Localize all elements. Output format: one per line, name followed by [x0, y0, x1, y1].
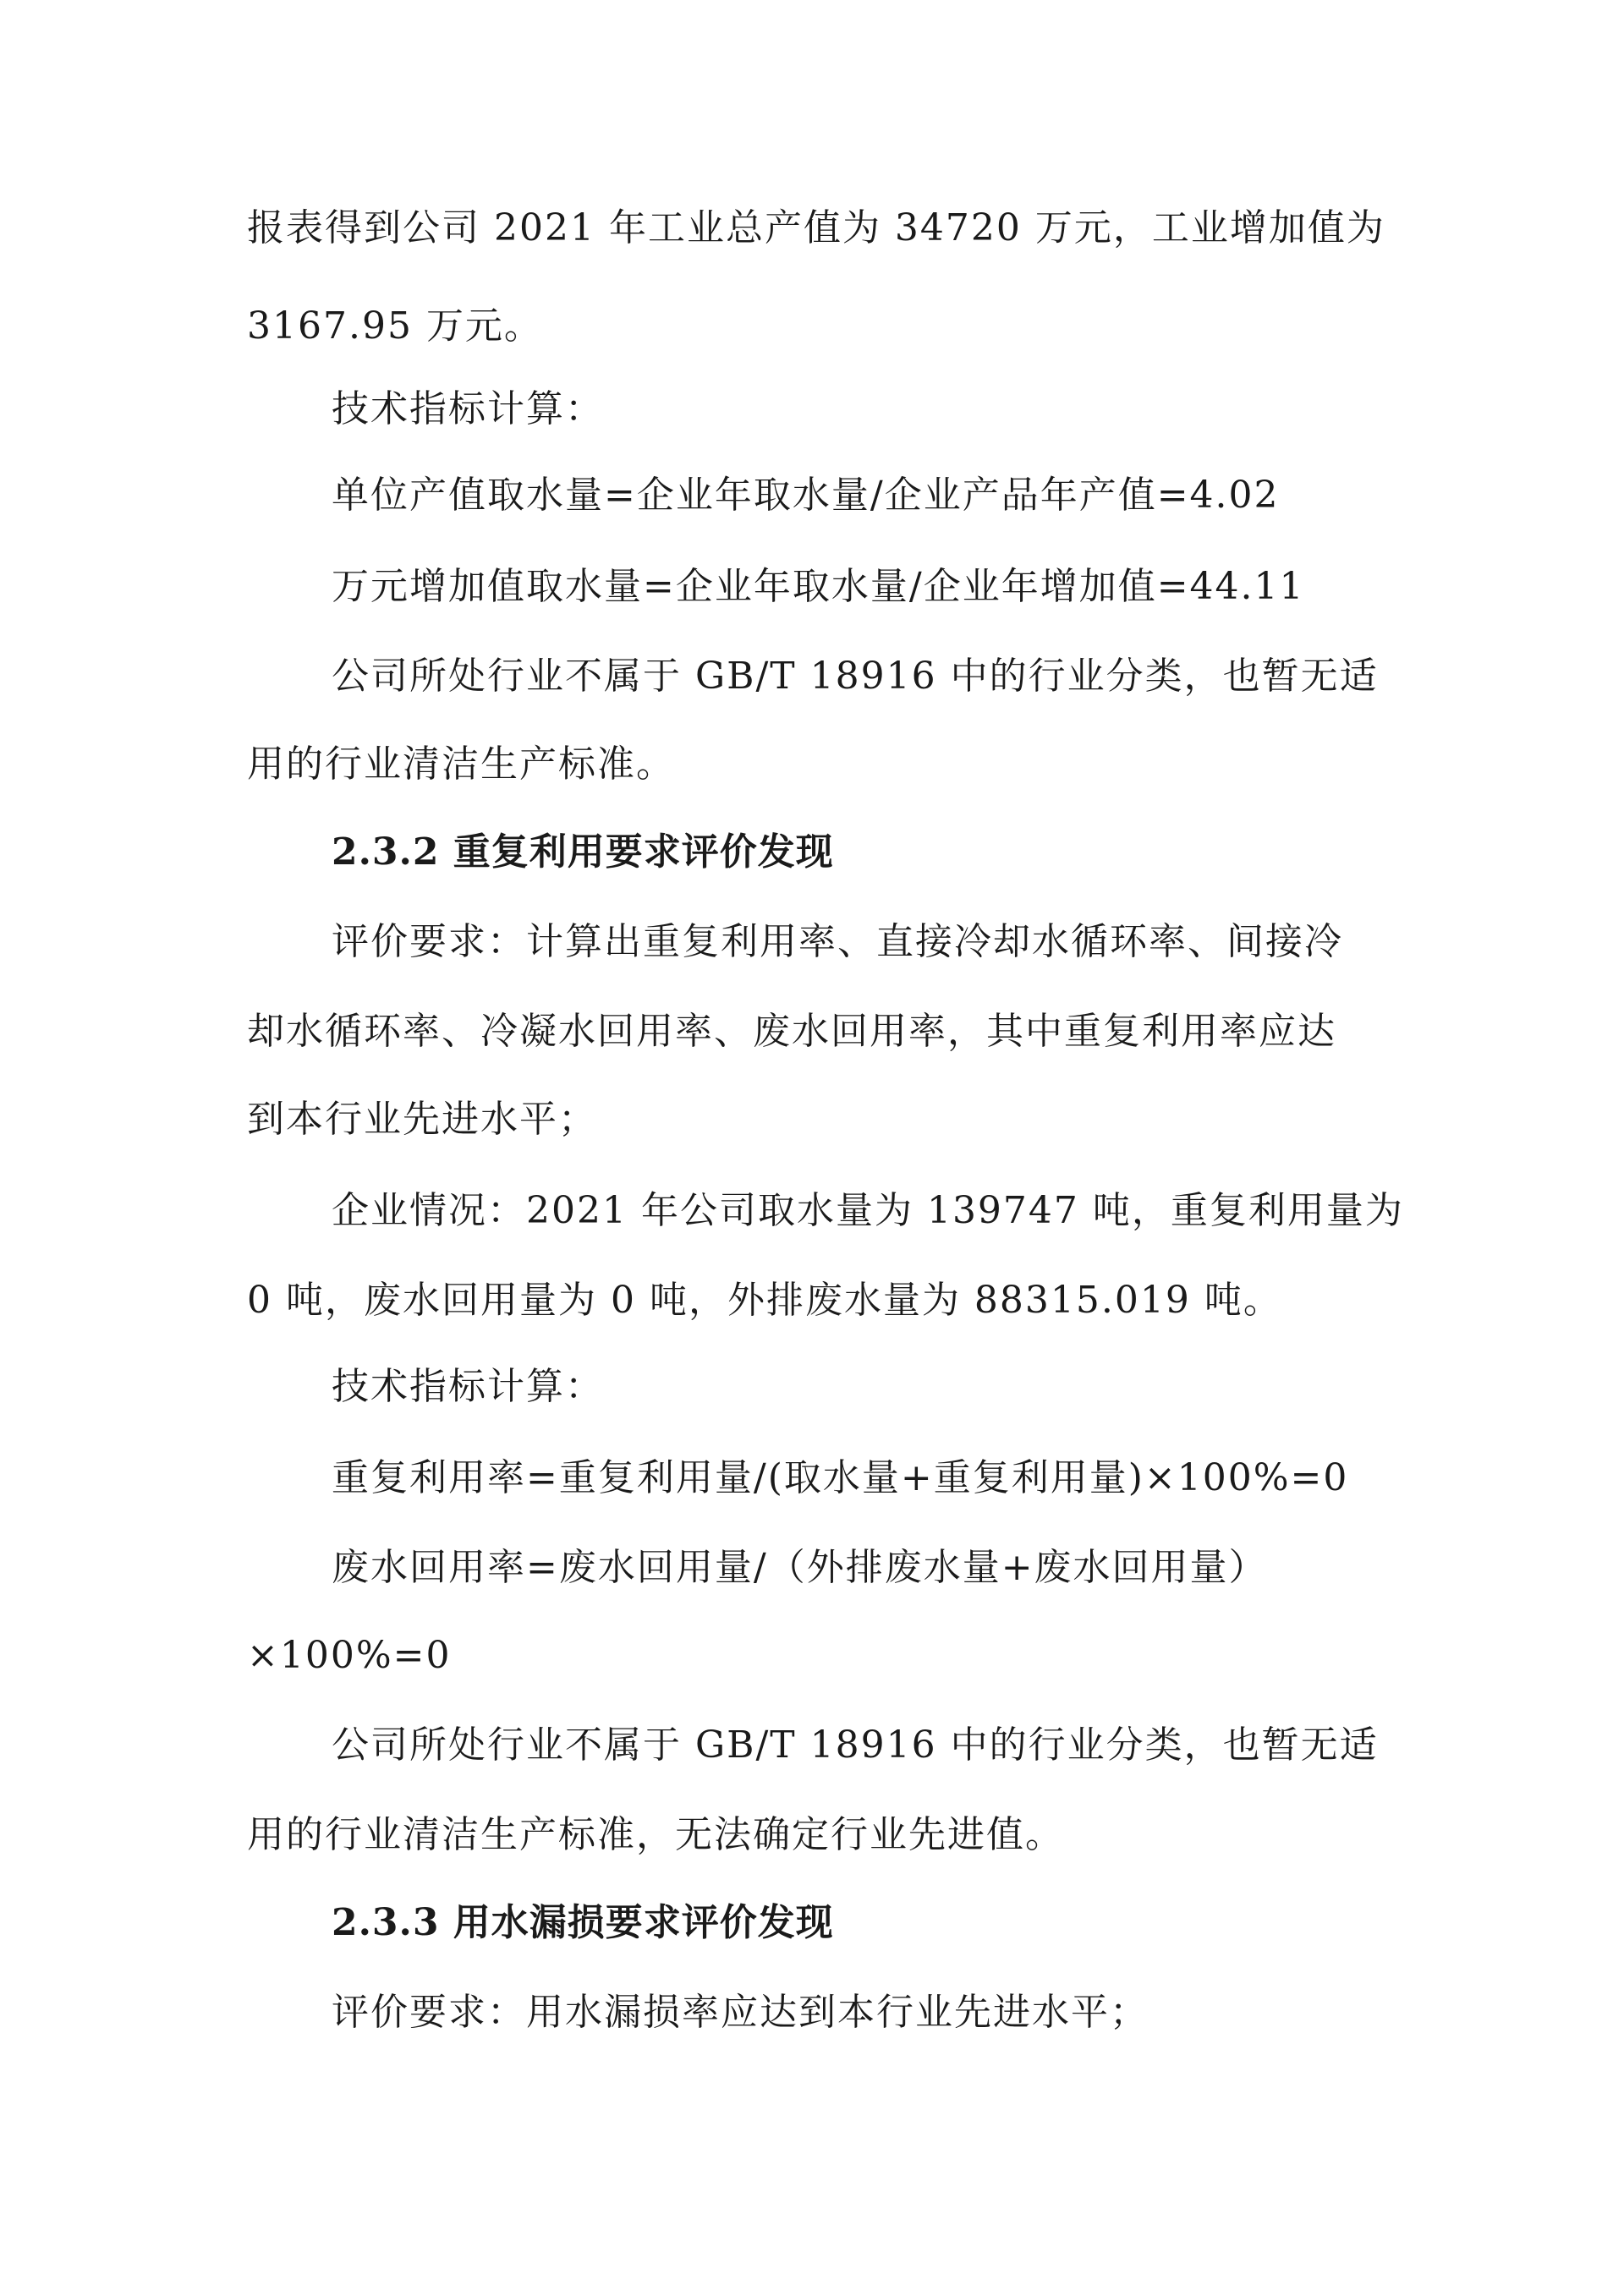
- paragraph-line-18: 公司所处行业不属于 GB/T 18916 中的行业分类，也暂无适: [332, 1723, 1379, 1767]
- paragraph-line-1: 报表得到公司 2021 年工业总产值为 34720 万元，工业增加值为: [247, 206, 1385, 249]
- paragraph-line-13: 0 吨，废水回用量为 0 吨，外排废水量为 88315.019 吨。: [247, 1279, 1282, 1322]
- paragraph-line-2: 3167.95 万元。: [247, 304, 543, 348]
- paragraph-line-17: ×100%=0: [247, 1634, 452, 1677]
- paragraph-line-21: 评价要求：用水漏损率应达到本行业先进水平；: [332, 1991, 1149, 2034]
- paragraph-line-19: 用的行业清洁生产标准，无法确定行业先进值。: [247, 1813, 1064, 1856]
- paragraph-line-9: 评价要求：计算出重复利用率、直接冷却水循环率、间接冷: [332, 920, 1343, 963]
- paragraph-line-3: 技术指标计算：: [332, 387, 604, 430]
- paragraph-line-4: 单位产值取水量=企业年取水量/企业产品年产值=4.02: [332, 474, 1280, 517]
- paragraph-line-14: 技术指标计算：: [332, 1365, 604, 1408]
- paragraph-line-12: 企业情况：2021 年公司取水量为 139747 吨，重复利用量为: [332, 1189, 1404, 1232]
- paragraph-line-6: 公司所处行业不属于 GB/T 18916 中的行业分类，也暂无适: [332, 655, 1379, 698]
- paragraph-line-7: 用的行业清洁生产标准。: [247, 743, 675, 786]
- paragraph-line-5: 万元增加值取水量=企业年取水量/企业年增加值=44.11: [332, 565, 1305, 608]
- paragraph-line-10: 却水循环率、冷凝水回用率、废水回用率，其中重复利用率应达: [247, 1010, 1336, 1053]
- section-heading-2-3-3: 2.3.3 用水漏损要求评价发现: [332, 1901, 834, 1944]
- paragraph-line-11: 到本行业先进水平；: [247, 1098, 597, 1141]
- paragraph-line-15: 重复利用率=重复利用量/(取水量+重复利用量)×100%=0: [332, 1456, 1349, 1499]
- section-heading-2-3-2: 2.3.2 重复利用要求评价发现: [332, 830, 834, 874]
- paragraph-line-16: 废水回用率=废水回用量/（外排废水量+废水回用量）: [332, 1546, 1268, 1589]
